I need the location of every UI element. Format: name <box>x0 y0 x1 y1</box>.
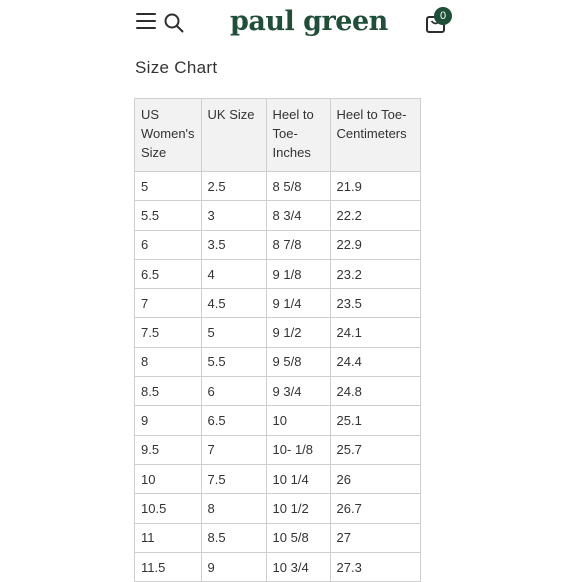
table-cell: 9 <box>201 552 266 581</box>
table-cell: 5 <box>201 318 266 347</box>
page-title: Size Chart <box>135 58 218 77</box>
table-row <box>135 201 421 230</box>
table-header-row <box>135 99 421 172</box>
table-row <box>135 406 421 435</box>
column-header: Heel to Toe-Centimeters <box>330 99 420 172</box>
table-cell: 10 <box>266 406 330 435</box>
column-header: US Women's Size <box>135 99 202 172</box>
table-cell: 10 1/2 <box>266 494 330 523</box>
table-cell: 7.5 <box>201 464 266 493</box>
table-cell: 7 <box>201 435 266 464</box>
table-row <box>135 230 421 259</box>
table-cell: 5.5 <box>201 347 266 376</box>
brand-logo[interactable]: paul green <box>230 6 388 37</box>
table-row <box>135 435 421 464</box>
table-cell: 9 1/8 <box>266 259 330 288</box>
table-cell: 6 <box>135 230 202 259</box>
table-cell: 4.5 <box>201 289 266 318</box>
table-cell: 3 <box>201 201 266 230</box>
size-chart-table <box>134 98 421 582</box>
table-cell: 10.5 <box>135 494 202 523</box>
table-cell: 5 <box>135 172 202 201</box>
table-cell: 6 <box>201 377 266 406</box>
table-cell: 10 3/4 <box>266 552 330 581</box>
table-cell: 10- 1/8 <box>266 435 330 464</box>
table-cell: 7 <box>135 289 202 318</box>
table-cell: 24.8 <box>330 377 420 406</box>
table-cell: 9 3/4 <box>266 377 330 406</box>
table-cell: 8 <box>135 347 202 376</box>
table-cell: 6.5 <box>201 406 266 435</box>
table-cell: 8 5/8 <box>266 172 330 201</box>
table-cell: 2.5 <box>201 172 266 201</box>
table-row <box>135 347 421 376</box>
size-chart-table-container <box>134 98 445 582</box>
table-cell: 9 1/2 <box>266 318 330 347</box>
table-cell: 9.5 <box>135 435 202 464</box>
table-cell: 10 5/8 <box>266 523 330 552</box>
table-cell: 5.5 <box>135 201 202 230</box>
table-cell: 24.1 <box>330 318 420 347</box>
table-row <box>135 552 421 581</box>
table-cell: 3.5 <box>201 230 266 259</box>
table-cell: 9 5/8 <box>266 347 330 376</box>
search-icon[interactable] <box>163 12 185 34</box>
table-row <box>135 259 421 288</box>
table-cell: 11.5 <box>135 552 202 581</box>
table-cell: 8.5 <box>201 523 266 552</box>
table-cell: 26.7 <box>330 494 420 523</box>
table-cell: 6.5 <box>135 259 202 288</box>
table-cell: 8.5 <box>135 377 202 406</box>
table-cell: 27 <box>330 523 420 552</box>
table-cell: 24.4 <box>330 347 420 376</box>
table-cell: 27.3 <box>330 552 420 581</box>
column-header: Heel to Toe-Inches <box>266 99 330 172</box>
table-row <box>135 318 421 347</box>
table-cell: 7.5 <box>135 318 202 347</box>
table-row <box>135 172 421 201</box>
table-cell: 22.9 <box>330 230 420 259</box>
table-row <box>135 523 421 552</box>
table-cell: 23.5 <box>330 289 420 318</box>
table-cell: 23.2 <box>330 259 420 288</box>
table-row <box>135 464 421 493</box>
table-row <box>135 377 421 406</box>
cart-count-badge: 0 <box>434 7 452 25</box>
table-row <box>135 494 421 523</box>
table-cell: 8 7/8 <box>266 230 330 259</box>
table-cell: 10 <box>135 464 202 493</box>
table-row <box>135 289 421 318</box>
table-cell: 25.7 <box>330 435 420 464</box>
column-header: UK Size <box>201 99 266 172</box>
table-cell: 4 <box>201 259 266 288</box>
table-cell: 8 3/4 <box>266 201 330 230</box>
table-cell: 8 <box>201 494 266 523</box>
menu-icon[interactable] <box>136 13 156 31</box>
table-cell: 9 <box>135 406 202 435</box>
table-cell: 21.9 <box>330 172 420 201</box>
table-cell: 22.2 <box>330 201 420 230</box>
table-cell: 26 <box>330 464 420 493</box>
table-body <box>135 172 421 582</box>
table-cell: 11 <box>135 523 202 552</box>
table-cell: 25.1 <box>330 406 420 435</box>
site-header <box>0 0 580 50</box>
table-cell: 10 1/4 <box>266 464 330 493</box>
table-cell: 9 1/4 <box>266 289 330 318</box>
cart-button[interactable] <box>423 6 455 38</box>
